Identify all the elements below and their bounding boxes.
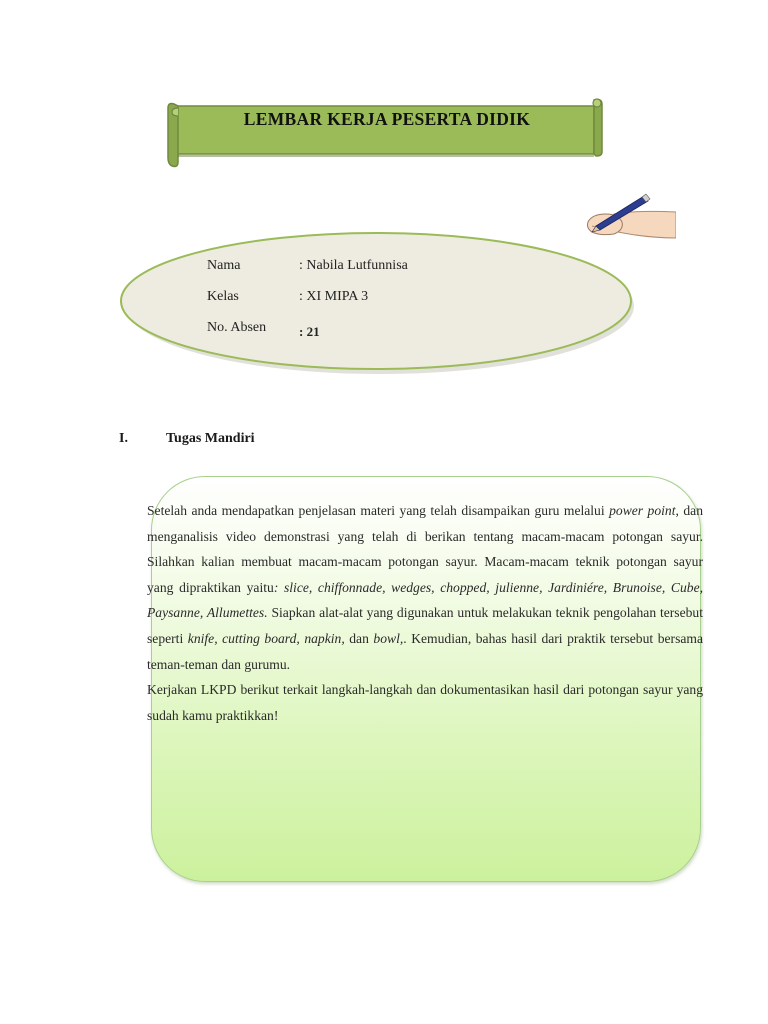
number-value: : 21 [299, 324, 320, 339]
task-paragraph-2: Kerjakan LKPD berikut terkait langkah-langkah dan dokumentasikan hasil dari potongan sayur yang sudah kamu praktikkan! [147, 682, 703, 723]
name-label: Nama [207, 258, 241, 273]
task-text-italic: bowl, [373, 630, 404, 646]
task-text-italic: : slice, chiffonnade, wedges, chopped, julienne, Jardiniére, Brunoise, Cube, Paysanne, Allumettes. [147, 579, 704, 621]
class-label: Kelas [207, 289, 239, 304]
task-paragraph-1 [147, 498, 703, 677]
task-text-segment: dan [344, 630, 374, 646]
number-label: No. Absen [207, 320, 267, 335]
task-text-italic: power point [609, 503, 676, 518]
task-instructions [147, 498, 703, 728]
task-text-segment: Setelah anda mendapatkan penjelasan materi yang telah disampaikan guru melalui [147, 503, 610, 518]
scroll-shape [164, 96, 610, 170]
task-text-segment: Siapkan alat-alat yang digunakan untuk melakukan teknik pengolahan tersebut seperti [147, 605, 703, 646]
task-text-italic: knife, cutting board, napkin, [187, 630, 345, 646]
name-value: : Nabila Lutfunnisa [299, 258, 408, 273]
task-text-segment: . Kemudian, bahas hasil dari praktik tersebut bersama teman-teman dan gurumu. [147, 630, 703, 672]
section-title: Tugas Mandiri [166, 431, 255, 446]
section-number: I. [119, 431, 128, 446]
title-banner [164, 96, 610, 170]
task-text-segment: , dan menganalisis video demonstrasi yang telah di berikan tentang macam-macam potongan sayur. Silahkan kalian membuat macam-macam potongan sayur. Macam-macam teknik potongan sayur yang dipraktikan yaitu [147, 503, 704, 595]
page-title: LEMBAR KERJA PESERTA DIDIK [243, 109, 531, 129]
class-value: : XI MIPA 3 [299, 289, 369, 304]
student-info-ellipse [118, 228, 638, 380]
